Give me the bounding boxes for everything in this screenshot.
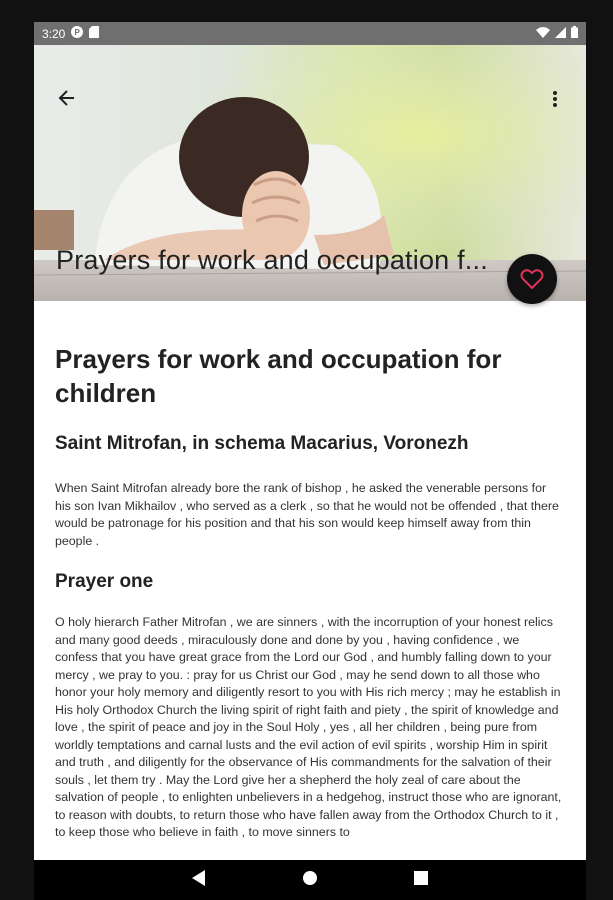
wifi-icon	[536, 27, 550, 41]
header-image	[34, 45, 586, 301]
phone-screen	[34, 22, 586, 900]
article-content	[55, 342, 563, 842]
signal-icon	[555, 27, 566, 41]
prayer-text: O holy hierarch Father Mitrofan , we are sinners , with the incorruption of your honest relics and many good deeds , miraculously done and done by you , having confidence , we confess that you have great grace from the Lord our God , and humbly falling down to your mercy , we pray to you. : pray for us Christ our God , may he send down to all those who honor your holy memory and diligently resort to you with His rich mercy ; may he establish in His holy Orthodox Church the living spirit of right faith and piety , the spirit of knowledge and love , the spirit of peace and joy in the Soul Holy , yes , all her children , being pure from worldly temptations and carnal lusts and the evil action of evil spirits , worship Him in spirit and truth , and diligently for the observance of His commandments for the salvation of their souls , let them try . May the Lord give her a shepherd the holy zeal of care about the salvation of people , to enlighten unbelievers in a hedgehog, instruct those who are ignorant, to reason with doubts, to return those who have fallen away from the Orthodox Church to it , to keep those who believe in faith , to move sinners to	[55, 615, 562, 839]
nav-back-button[interactable]	[192, 870, 206, 891]
battery-icon	[571, 26, 578, 41]
heart-outline-icon	[520, 268, 544, 290]
arrow-back-icon	[56, 87, 78, 109]
p-icon	[71, 26, 83, 41]
collapsing-toolbar-title: Prayers for work and occupation f...	[56, 245, 488, 275]
navigation-bar	[34, 860, 586, 900]
nav-recents-icon	[414, 871, 428, 885]
nav-home-button[interactable]	[302, 870, 318, 891]
status-time: 3:20	[42, 26, 66, 41]
nav-back-icon	[192, 870, 206, 886]
sd-card-icon	[89, 26, 99, 41]
page-title: Prayers for work and occupation for children	[55, 344, 502, 408]
more-vert-icon	[550, 88, 560, 110]
saint-heading: Saint Mitrofan, in schema Macarius, Voronezh	[55, 433, 469, 454]
nav-home-icon	[302, 870, 318, 886]
status-bar	[34, 22, 586, 45]
intro-paragraph: When Saint Mitrofan already bore the rank of bishop , he asked the venerable persons for his son Ivan Mikhailov , who served as a clerk , so that he would not be offended , that there would be patronage for his position and that his son would keep himself away from thin people .	[55, 481, 559, 548]
nav-recents-button[interactable]	[414, 871, 428, 890]
back-button[interactable]	[56, 87, 78, 109]
prayer-heading: Prayer one	[55, 571, 154, 592]
more-options-button[interactable]	[550, 88, 560, 110]
svg-text:P: P	[74, 28, 81, 37]
favorite-button[interactable]	[507, 254, 557, 304]
